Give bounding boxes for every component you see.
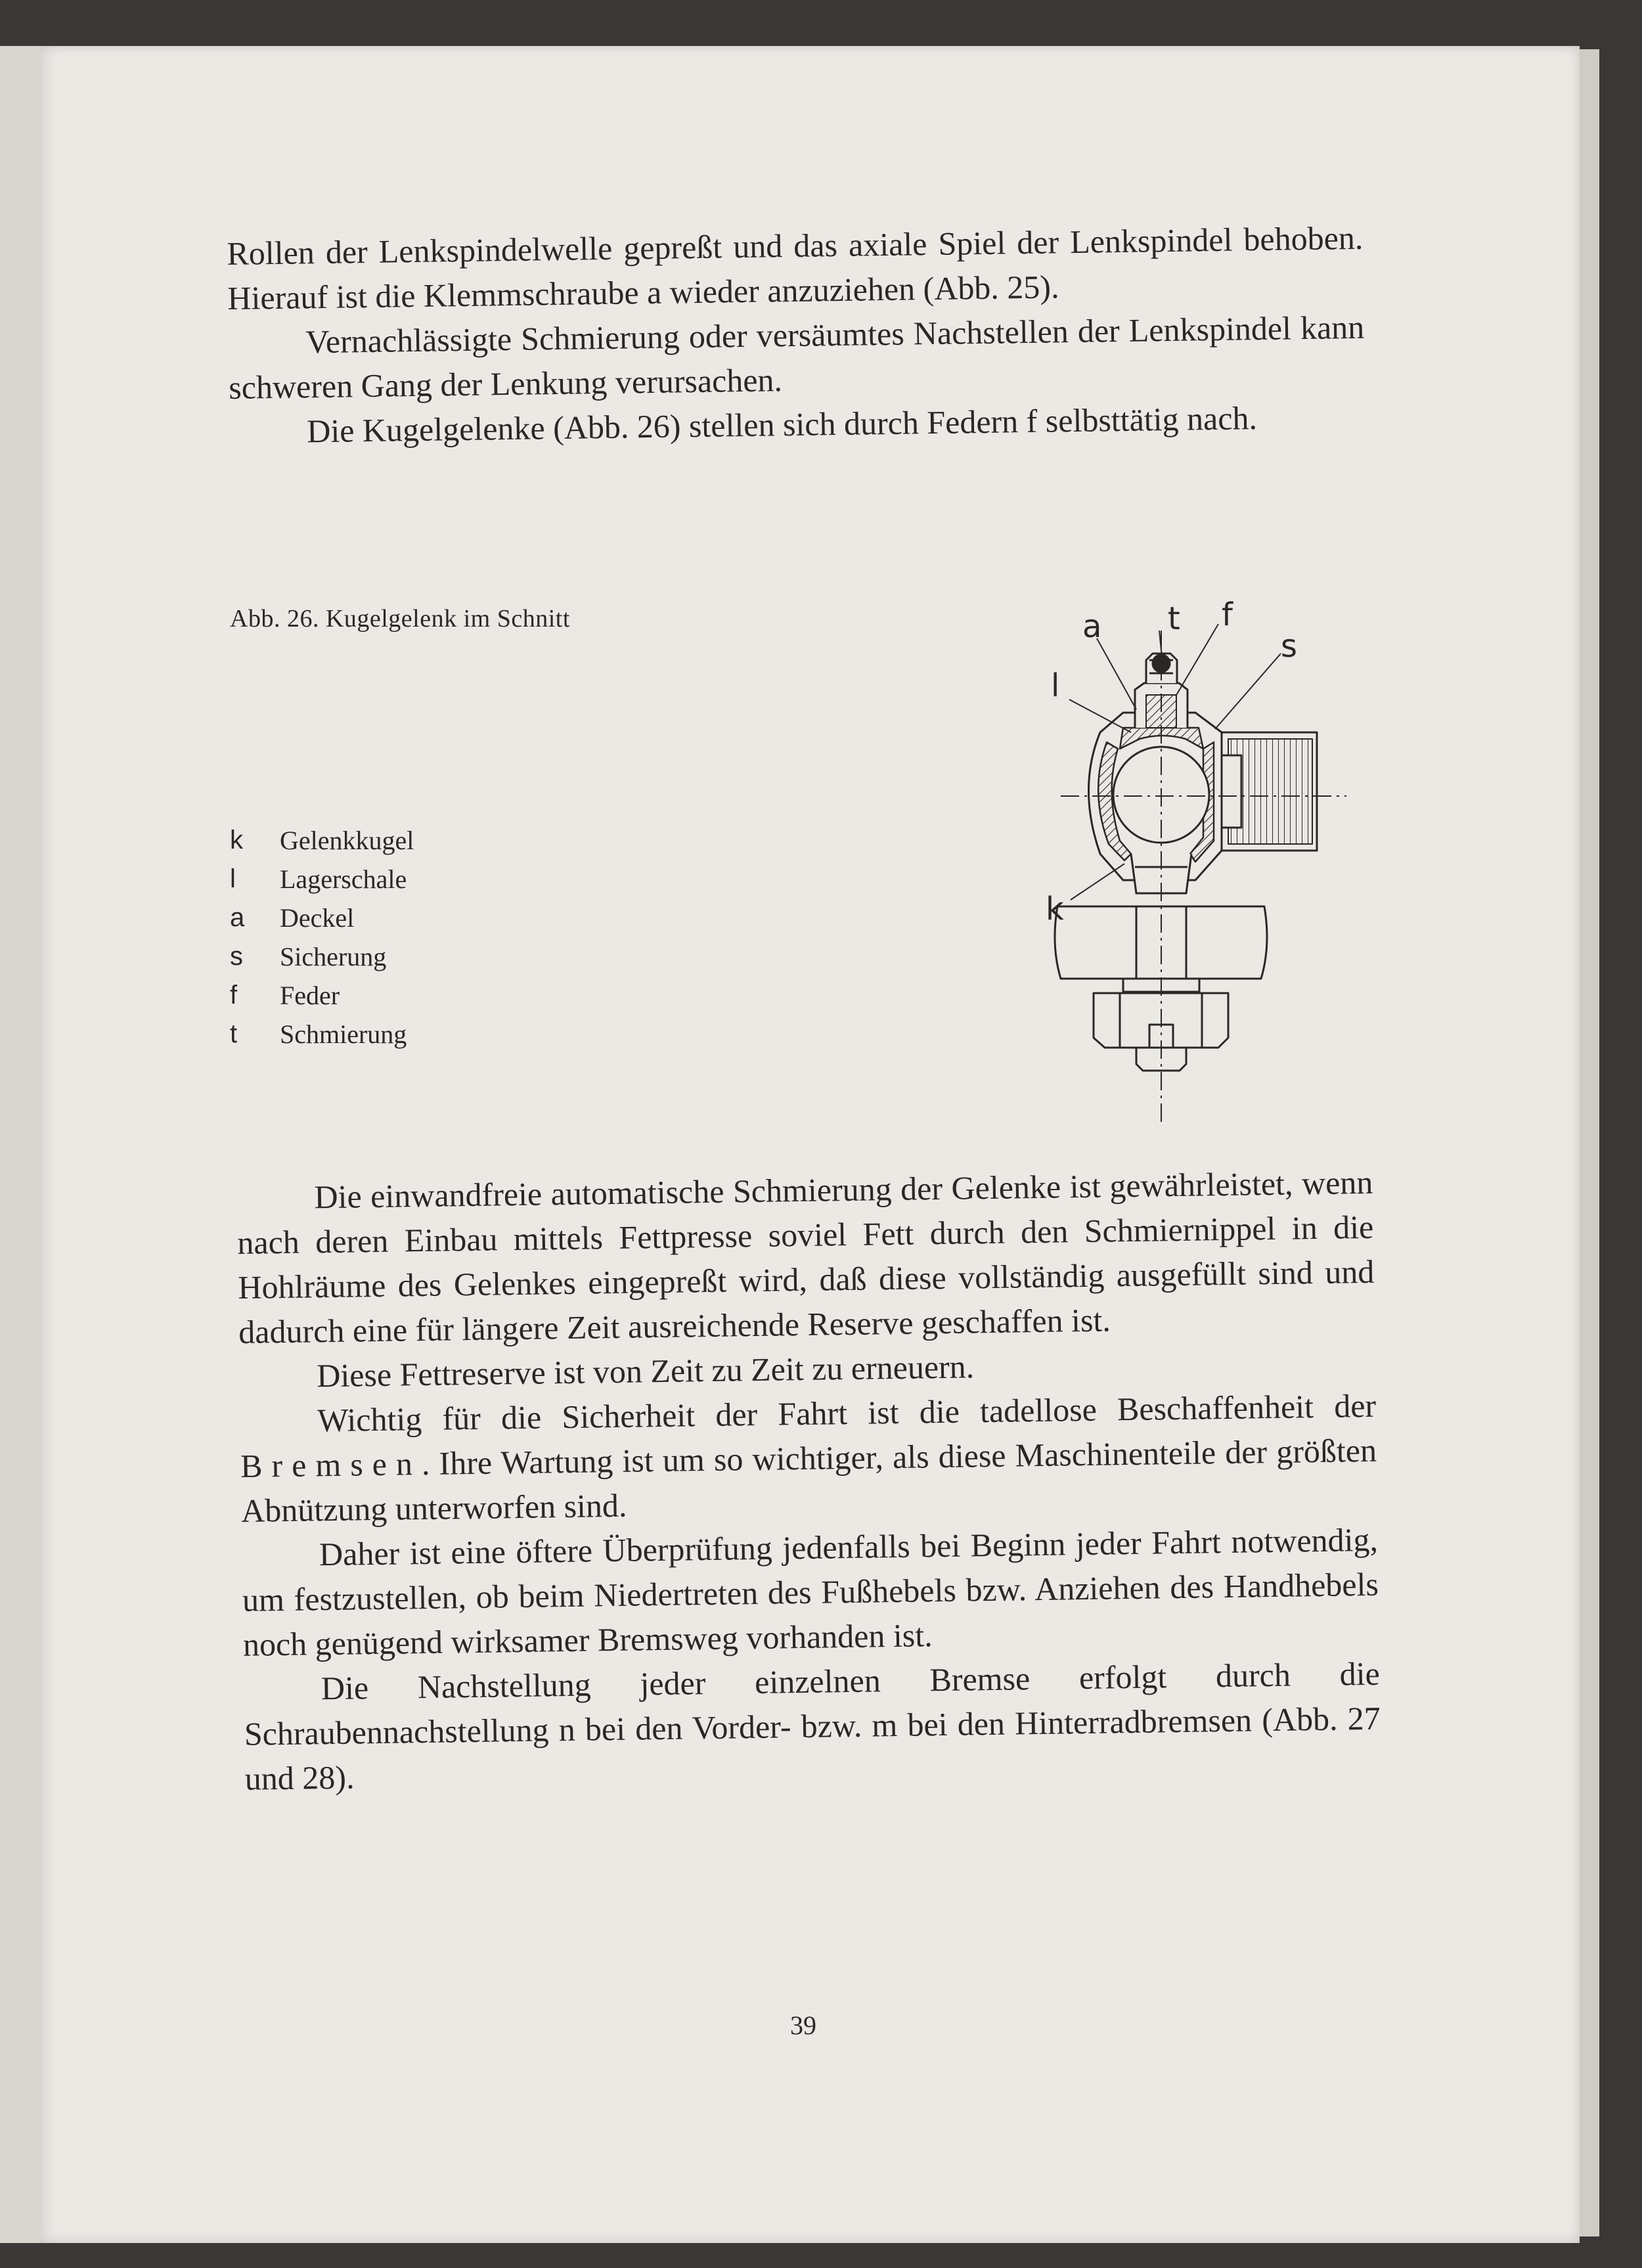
paragraph-brake-adjustment: Die Nachstellung jeder einzelnen Bremse erfolgt durch die Schraubennachstellung n bei den Vorder- bzw. m bei den Hinterradbremsen (Abb. 27 und 28). [244,1655,1381,1797]
legend-label: Schmierung [280,1019,407,1049]
legend-item [230,821,414,860]
paragraph-steering-spindle: Rollen der Lenkspindelwelle gepreßt und das axiale Spiel der Lenkspindel behoben. Hierauf ist die Klemmschraube a wieder anzuziehen (Abb. 25). [227,219,1364,317]
legend-item [230,1015,414,1054]
legend-key: t [230,1019,238,1048]
legend-label: Gelenkkugel [280,826,414,855]
callout-f: f [1222,596,1233,633]
paragraph-grease-reserve: Diese Fettreserve ist von Zeit zu Zeit zu erneuern. [316,1348,975,1394]
paragraph-ball-joints: Die Kugelgelenke (Abb. 26) stellen sich durch Federn f selbsttätig nach. [306,399,1258,450]
page-stack-edge [1580,49,1599,2236]
top-text-block [227,215,1366,455]
legend-label: Sicherung [280,942,387,971]
callout-k: k [1046,891,1064,927]
legend-label: Feder [280,981,340,1010]
callout-l: l [1051,667,1060,704]
legend-item [230,860,414,899]
paragraph-brake-check: Daher ist eine öftere Überprüfung jedenfalls bei Beginn jeder Fahrt notwendig, um festzustellen, ob beim Niedertreten des Fußhebels bzw. Anziehen des Handhebels noch genügend wirksamer Bremsweg vorhanden ist. [242,1521,1379,1663]
callout-t: t [1168,600,1180,637]
callout-a: a [1082,608,1102,645]
paragraph-automatic-lubrication: Die einwandfreie automatische Schmierung der Gelenke ist gewährleistet, wenn nach deren Einbau mittels Fettpresse soviel Fett durch den Schmiernippel in die Hohlräume des Gelenkes eingepreßt wird, daß diese vollständig ausgefüllt sind und dadurch eine für längere Zeit ausreichende Reserve geschaffen ist. [237,1163,1375,1350]
legend-key: l [230,864,236,893]
brakes-text-end: . Ihre Wartung ist um so wichtiger, als diese Maschinenteile der größten Abnützung unterworfen sind. [240,1431,1377,1529]
legend-label: Lagerschale [280,864,407,894]
legend-key: k [230,826,243,855]
brakes-text-start: Wichtig für die Sicherheit der Fahrt ist die tadellose Beschaffenheit der [317,1387,1377,1439]
paragraph-brakes-importance [240,1383,1378,1533]
legend-key: a [230,903,245,932]
figure-caption: Abb. 26. Kugelgelenk im Schnitt [230,605,570,633]
facing-page-edge [0,46,39,2243]
legend-key: s [230,942,243,971]
bottom-text-block [236,1160,1381,1801]
ball-joint-section-drawing [959,591,1379,1130]
paragraph-lubrication-neglect: Vernachlässigte Schmierung oder versäumtes Nachstellen der Lenkspindel kann schweren Gang der Lenkung verursachen. [228,308,1365,406]
callout-s: s [1281,628,1298,665]
legend-key: f [230,981,238,1010]
legend-item [230,899,414,937]
legend-item [230,976,414,1015]
legend-label: Deckel [280,903,355,933]
figure-legend [230,821,414,1054]
page-number: 39 [790,2011,816,2040]
brakes-emphasis: Bremsen [240,1445,422,1484]
legend-item [230,937,414,976]
